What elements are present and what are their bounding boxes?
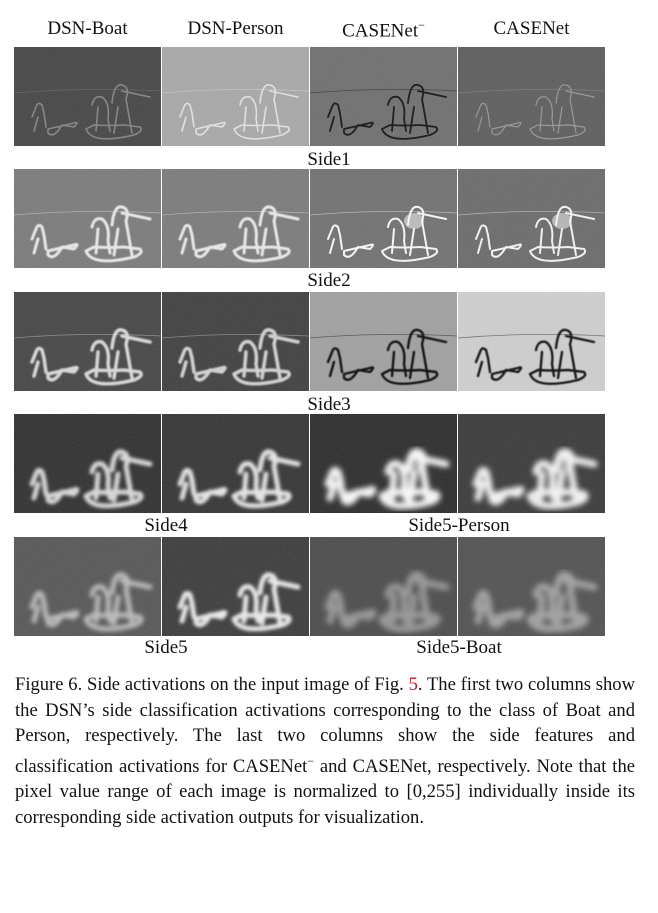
figure-caption: [15, 672, 635, 830]
activation-image: [458, 169, 605, 268]
figure-reference-link[interactable]: 5: [408, 674, 418, 695]
activation-image: [310, 47, 457, 146]
activation-image: [14, 292, 161, 391]
activation-image: [14, 414, 161, 513]
activation-image: [14, 169, 161, 268]
side5-person-label: Side5-Person: [408, 515, 510, 536]
activation-image: [310, 537, 457, 636]
activation-image: [458, 47, 605, 146]
side4-label: Side4: [144, 515, 188, 536]
activation-image: [310, 292, 457, 391]
activation-image: [310, 414, 457, 513]
activation-image: [458, 414, 605, 513]
activation-image: [310, 169, 457, 268]
column-header-dsn-boat: DSN-Boat: [47, 18, 128, 39]
activation-image: [162, 292, 309, 391]
side2-label: Side2: [307, 270, 351, 291]
activation-image: [162, 169, 309, 268]
column-header-dsn-person: DSN-Person: [187, 18, 284, 39]
activation-image: [162, 537, 309, 636]
activation-image: [458, 537, 605, 636]
activation-image: [162, 47, 309, 146]
side1-label: Side1: [307, 149, 351, 170]
activation-image: [14, 537, 161, 636]
activation-image: [14, 47, 161, 146]
activation-image: [162, 414, 309, 513]
caption-text-middle: . The first two columns show the DSN’s side classification activations corresponding to the class of Boat and Person, respectively. The last two columns show the side features and classification activations for CASENet: [15, 674, 635, 777]
caption-text-prefix: Figure 6. Side activations on the input image of Fig.: [15, 674, 409, 695]
column-header-casenet: CASENet: [493, 18, 570, 39]
side5-label: Side5: [144, 637, 188, 658]
activation-image: [458, 292, 605, 391]
side5-boat-label: Side5-Boat: [416, 637, 502, 658]
side3-label: Side3: [307, 394, 351, 415]
caption-text-suffix: and CASENet, respectively. Note that the pixel value range of each image is normalized to [0,255] individually inside its corresponding side activation outputs for visualization.: [15, 755, 635, 828]
column-header-casenet-minus: CASENet−: [342, 18, 425, 42]
caption-superscript: −: [307, 753, 315, 768]
